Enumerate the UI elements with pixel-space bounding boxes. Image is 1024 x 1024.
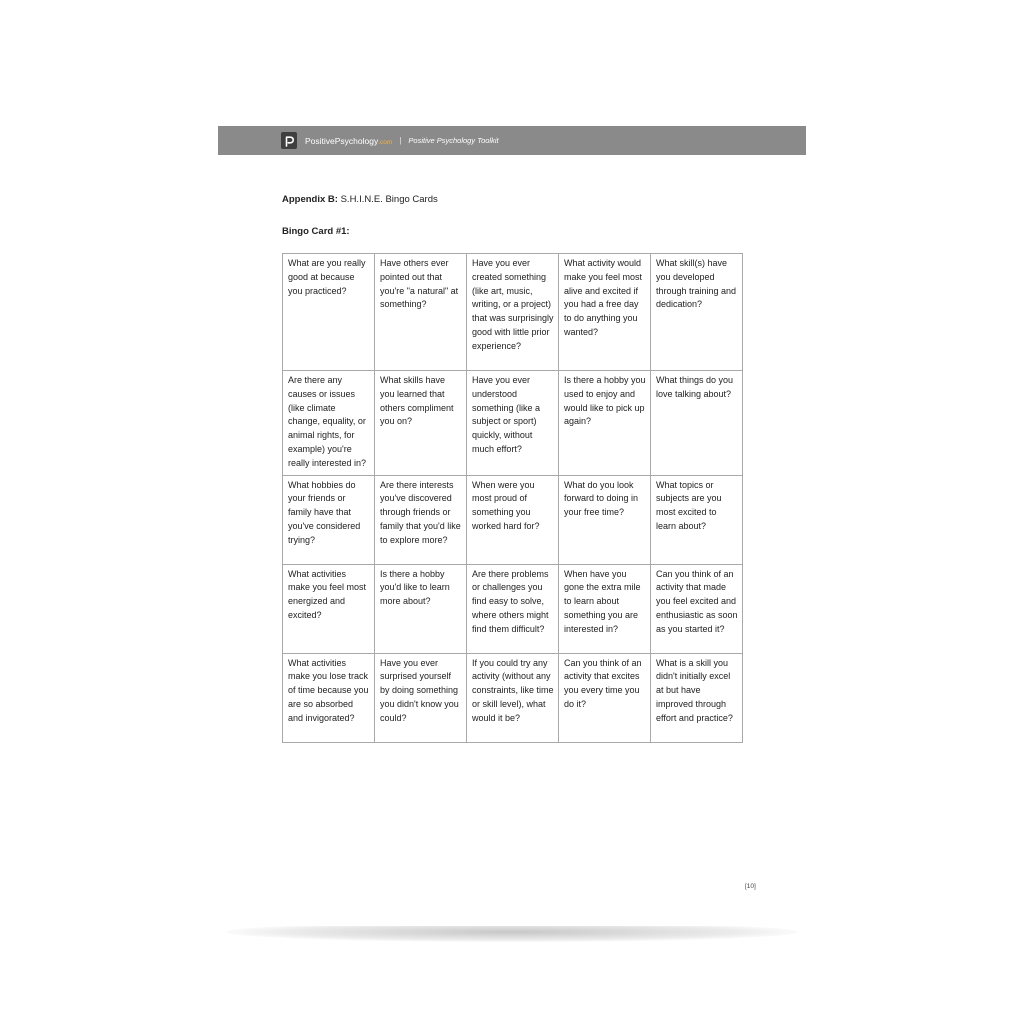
table-row — [283, 254, 743, 371]
bingo-cell: What activities make you feel most energized and excited? — [283, 564, 375, 653]
bingo-cell: When have you gone the extra mile to learn about something you are interested in? — [559, 564, 651, 653]
toolkit-title: Positive Psychology Toolkit — [408, 136, 499, 145]
table-row — [283, 371, 743, 476]
bingo-cell: What activities make you lose track of time because you are so absorbed and invigorated? — [283, 653, 375, 742]
table-row — [283, 475, 743, 564]
bingo-cell: What do you look forward to doing in your free time? — [559, 475, 651, 564]
bingo-cell: When were you most proud of something you worked hard for? — [467, 475, 559, 564]
bingo-card-title: Bingo Card #1: — [282, 226, 350, 237]
bingo-cell: Are there any causes or issues (like climate change, equality, or animal rights, for example) you're really interested in? — [283, 371, 375, 476]
bingo-cell: If you could try any activity (without any constraints, like time or skill level), what would it be? — [467, 653, 559, 742]
appendix-title — [282, 194, 438, 205]
bingo-cell: What skills have you learned that others compliment you on? — [375, 371, 467, 476]
bingo-cell: Have you ever surprised yourself by doing something you didn't know you could? — [375, 653, 467, 742]
bingo-cell: What hobbies do your friends or family have that you've considered trying? — [283, 475, 375, 564]
header-separator: | — [399, 136, 402, 145]
document-page — [218, 126, 806, 926]
bingo-cell: Have you ever created something (like art, music, writing, or a project) that was surprisingly good with little prior experience? — [467, 254, 559, 371]
header-bar — [218, 126, 806, 155]
table-row — [283, 564, 743, 653]
bingo-cell: Have you ever understood something (like a subject or sport) quickly, without much effort? — [467, 371, 559, 476]
bingo-cell: Have others ever pointed out that you're "a natural" at something? — [375, 254, 467, 371]
table-row — [283, 653, 743, 742]
positivepsychology-logo-icon — [281, 132, 297, 149]
appendix-label: Appendix B: — [282, 194, 338, 205]
bingo-cell: What are you really good at because you practiced? — [283, 254, 375, 371]
appendix-name: S.H.I.N.E. Bingo Cards — [340, 194, 438, 205]
brand-suffix: .com — [378, 138, 393, 146]
bingo-cell: Can you think of an activity that made you feel excited and enthusiastic as soon as you started it? — [651, 564, 743, 653]
bingo-cell: Is there a hobby you used to enjoy and would like to pick up again? — [559, 371, 651, 476]
bingo-cell: Are there problems or challenges you find easy to solve, where others might find them difficult? — [467, 564, 559, 653]
bingo-cell: Can you think of an activity that excites you every time you do it? — [559, 653, 651, 742]
bingo-cell: Is there a hobby you'd like to learn more about? — [375, 564, 467, 653]
bingo-cell: What topics or subjects are you most excited to learn about? — [651, 475, 743, 564]
bingo-cell: What skill(s) have you developed through training and dedication? — [651, 254, 743, 371]
bingo-cell: What things do you love talking about? — [651, 371, 743, 476]
bingo-cell: What is a skill you didn't initially excel at but have improved through effort and practice? — [651, 653, 743, 742]
brand-name: PositivePsychology.com — [305, 135, 393, 146]
bingo-cell: What activity would make you feel most alive and excited if you had a free day to do anything you wanted? — [559, 254, 651, 371]
bingo-card-table — [282, 253, 743, 743]
page-number: [10] — [745, 883, 756, 890]
bingo-cell: Are there interests you've discovered through friends or family that you'd like to explore more? — [375, 475, 467, 564]
